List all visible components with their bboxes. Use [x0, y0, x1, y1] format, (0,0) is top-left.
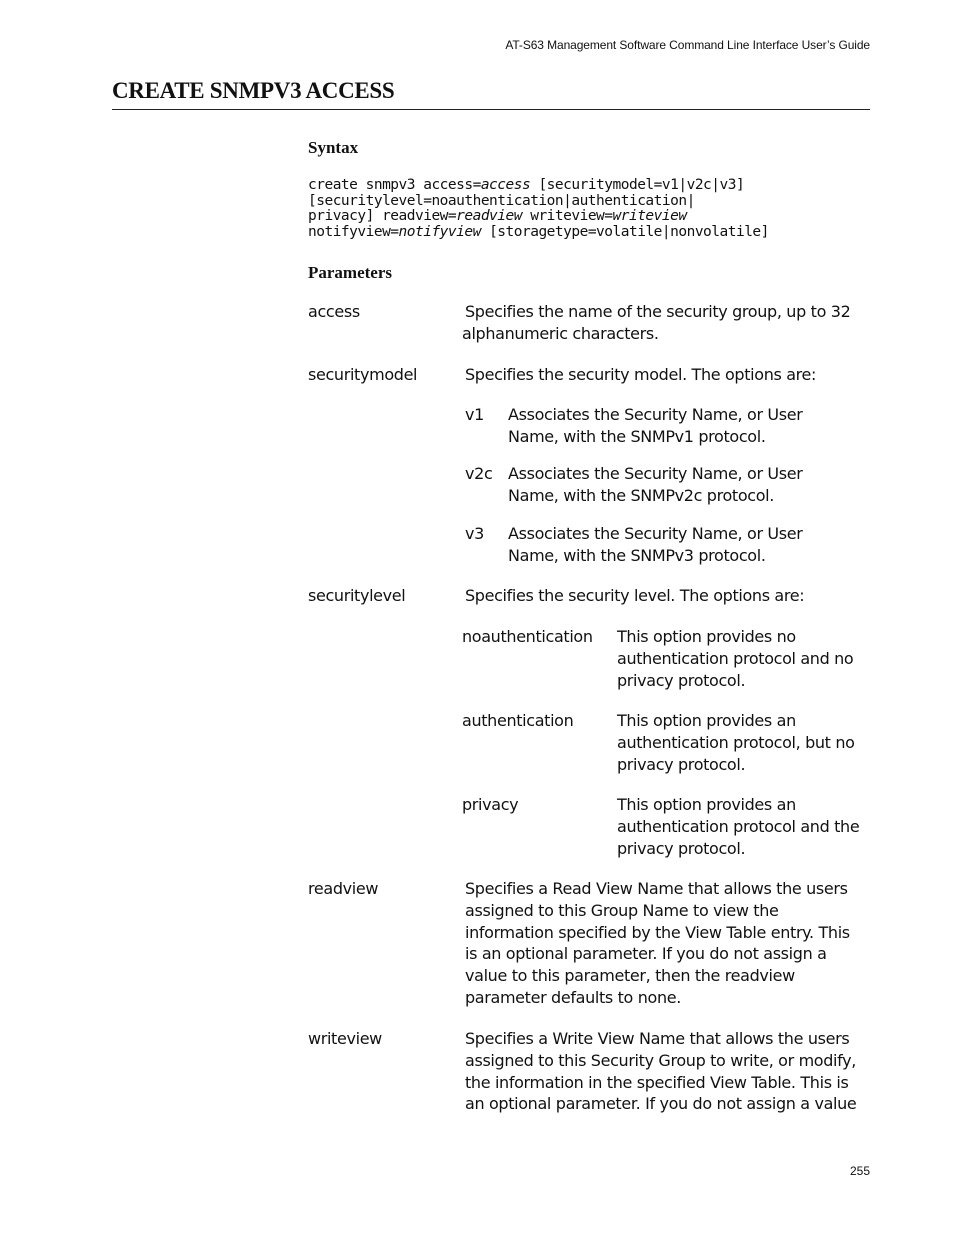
option-desc-v1: Associates the Security Name, or User Name, with the SNMPv1 protocol. — [508, 405, 803, 446]
param-name-access: access — [308, 302, 360, 321]
param-desc-readview: Specifies a Read View Name that allows the users assigned to this Group Name to view the information specified by the View Table entry. This is an optional parameter. If you do not assign a value to this parameter, then the readview parameter defaults to none. — [465, 879, 850, 1007]
page-number: 255 — [849, 1164, 870, 1178]
option-name-v3: v3 — [465, 524, 484, 543]
param-name-securitymodel: securitymodel — [308, 365, 418, 384]
syntax-heading: Syntax — [308, 138, 359, 157]
param-name-readview: readview — [308, 879, 379, 898]
title-rule — [112, 109, 870, 110]
syntax-block: create snmpv3 access=access [securitymodel=v1|v2c|v3] [securitylevel=noauthentication|authentication| privacy] readview=readview writeview=writeview notifyview=notifyview [storagetype=volatile|nonvolatile] — [308, 177, 769, 240]
option-desc-noauthentication: This option provides no authentication protocol and no privacy protocol. — [617, 627, 854, 690]
param-desc-writeview: Specifies a Write View Name that allows the users assigned to this Security Group to write, or modify, the information in the specified View Table. This is an optional parameter. If you do not assign a value — [465, 1029, 857, 1114]
param-desc-securitymodel: Specifies the security model. The options are: — [465, 365, 817, 384]
option-desc-authentication: This option provides an authentication protocol, but no privacy protocol. — [617, 711, 855, 774]
option-desc-v2c: Associates the Security Name, or User Name, with the SNMPv2c protocol. — [508, 464, 803, 505]
page-title: CREATE SNMPV3 ACCESS — [112, 78, 395, 103]
param-name-securitylevel: securitylevel — [308, 586, 406, 605]
option-name-authentication: authentication — [462, 711, 574, 730]
option-name-v2c: v2c — [465, 464, 493, 483]
option-name-privacy: privacy — [462, 795, 519, 814]
option-name-v1: v1 — [465, 405, 484, 424]
option-desc-privacy: This option provides an authentication protocol and the privacy protocol. — [617, 795, 860, 858]
running-header: AT-S63 Management Software Command Line Interface User’s Guide — [505, 38, 870, 52]
param-desc-securitylevel: Specifies the security level. The options are: — [465, 586, 805, 605]
option-name-noauthentication: noauthentication — [462, 627, 593, 646]
param-name-writeview: writeview — [308, 1029, 382, 1048]
parameters-heading: Parameters — [308, 263, 393, 282]
option-desc-v3: Associates the Security Name, or User Name, with the SNMPv3 protocol. — [508, 524, 803, 565]
param-desc-access: Specifies the name of the security group, up to 32 alphanumeric characters. — [462, 302, 851, 343]
